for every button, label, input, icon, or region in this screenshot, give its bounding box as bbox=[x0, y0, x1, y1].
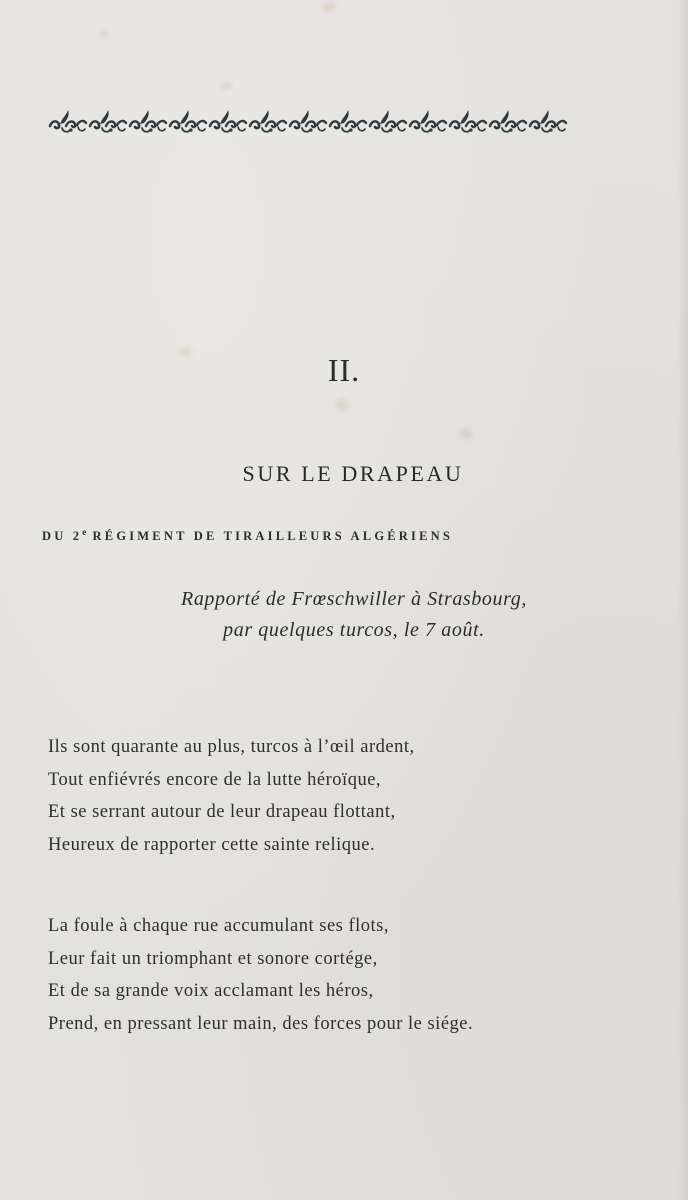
floral-ornament-border bbox=[48, 106, 568, 134]
subtitle-superscript: e bbox=[82, 527, 87, 537]
vine-motif-icon bbox=[248, 106, 288, 134]
vine-motif-icon bbox=[168, 106, 208, 134]
paper-stain bbox=[220, 82, 232, 90]
paper-stain bbox=[336, 399, 348, 411]
stanza bbox=[48, 910, 473, 1040]
verse-line: Tout enfiévrés encore de la lutte héroïque, bbox=[48, 769, 382, 790]
verse-line: La foule à chaque rue accumulant ses flots, bbox=[48, 916, 390, 936]
vine-motif-icon bbox=[208, 106, 248, 134]
dedication-line: par quelques turcos, le 7 août. bbox=[223, 619, 485, 641]
verse-line: Leur fait un triomphant et sonore cortége, bbox=[48, 948, 378, 969]
poem-title: SUR LE DRAPEAU bbox=[242, 461, 464, 486]
paper-stain bbox=[460, 428, 472, 440]
verse-line: Et se serrant autour de leur drapeau flottant, bbox=[48, 802, 396, 822]
verse-line: Et de sa grande voix acclamant les héros, bbox=[48, 981, 374, 1001]
dedication bbox=[0, 584, 688, 646]
dedication-line: Rapporté de Frœschwiller à Strasbourg, bbox=[181, 588, 527, 610]
vine-motif-icon bbox=[48, 106, 88, 134]
vine-motif-icon bbox=[408, 106, 448, 134]
vine-motif-icon bbox=[488, 106, 528, 134]
verse-line: Ils sont quarante au plus, turcos à l’œil ardent, bbox=[48, 737, 415, 757]
verse-line: Prend, en pressant leur main, des forces pour le siége. bbox=[48, 1013, 474, 1034]
vine-motif-icon bbox=[288, 106, 328, 134]
subtitle-prefix: DU 2 bbox=[42, 529, 83, 543]
vine-motif-icon bbox=[528, 106, 568, 134]
paper-stain bbox=[100, 30, 108, 38]
paper-stain bbox=[322, 2, 336, 12]
vine-motif-icon bbox=[128, 106, 168, 134]
vine-motif-icon bbox=[88, 106, 128, 134]
subtitle-suffix: RÉGIMENT DE TIRAILLEURS ALGÉRIENS bbox=[86, 529, 453, 543]
chapter-number: II. bbox=[327, 352, 361, 388]
poem-subtitle bbox=[42, 527, 602, 544]
vine-motif-icon bbox=[368, 106, 408, 134]
stanza bbox=[48, 731, 415, 861]
vine-motif-icon bbox=[448, 106, 488, 134]
vine-motif-icon bbox=[328, 106, 368, 134]
verse-line: Heureux de rapporter cette sainte relique. bbox=[48, 834, 376, 855]
